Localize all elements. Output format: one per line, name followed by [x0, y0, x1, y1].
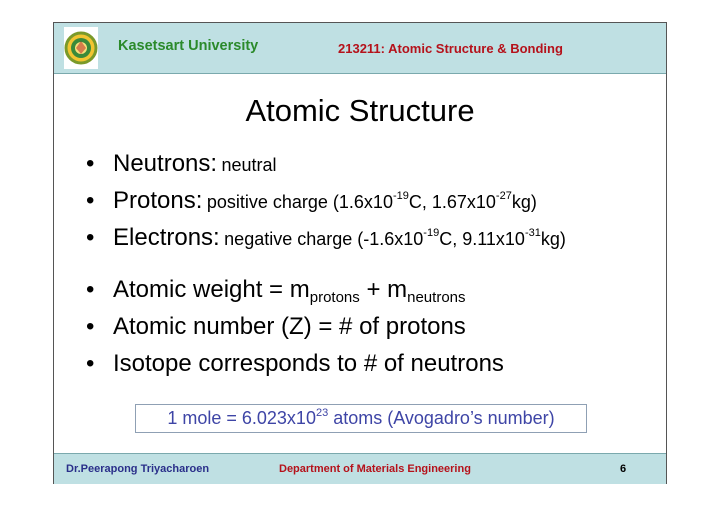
bullet-icon: •: [86, 276, 95, 303]
author-name: Dr.Peerapong Triyacharoen: [66, 463, 210, 475]
atomic-weight-text: Atomic weight = $m_{protons} + m_{neutrons}$: [113, 276, 466, 306]
slide-title: Atomic Structure: [245, 93, 475, 128]
list-item: [84, 350, 654, 387]
list-item: [84, 313, 654, 350]
electrons-desc: negative charge ($-1.6x10^{-19}C$, $9.11x10^{-31}kg$): [224, 227, 566, 249]
list-item: [84, 276, 654, 313]
course-title: 213211: Atomic Structure & Bonding: [338, 41, 563, 56]
protons-desc: positive charge ($1.6x10^{-19}C$, $1.67x10^{-27}kg$): [206, 190, 537, 212]
bullet-icon: •: [86, 313, 95, 340]
bullet-icon: •: [86, 224, 95, 251]
slide-footer: [54, 453, 666, 484]
protons-label: Protons:: [113, 187, 203, 214]
university-logo-icon: [64, 27, 98, 69]
department-name: Department of Materials Engineering: [279, 463, 471, 475]
list-item: [84, 187, 654, 224]
avogadro-note-box: 1 mole = $6.023x10^{23}$ atoms (Avogadro’s number): [135, 404, 587, 433]
page-number: 6: [620, 463, 627, 475]
bullet-icon: •: [86, 187, 95, 214]
neutrons-desc: neutral: [221, 155, 277, 175]
list-item: [84, 224, 654, 261]
bullet-icon: •: [86, 150, 95, 177]
slide: [53, 22, 667, 484]
bullet-icon: •: [86, 350, 95, 377]
particles-list: [84, 150, 654, 261]
facts-list: [84, 276, 654, 387]
atomic-number-text: Atomic number (Z) = # of protons: [113, 313, 466, 340]
electrons-label: Electrons:: [113, 224, 220, 251]
list-item: [84, 150, 654, 187]
neutrons-label: Neutrons:: [113, 150, 218, 177]
isotope-text: Isotope corresponds to # of neutrons: [113, 350, 504, 377]
slide-header: [54, 23, 666, 74]
university-name: Kasetsart University: [118, 38, 259, 54]
